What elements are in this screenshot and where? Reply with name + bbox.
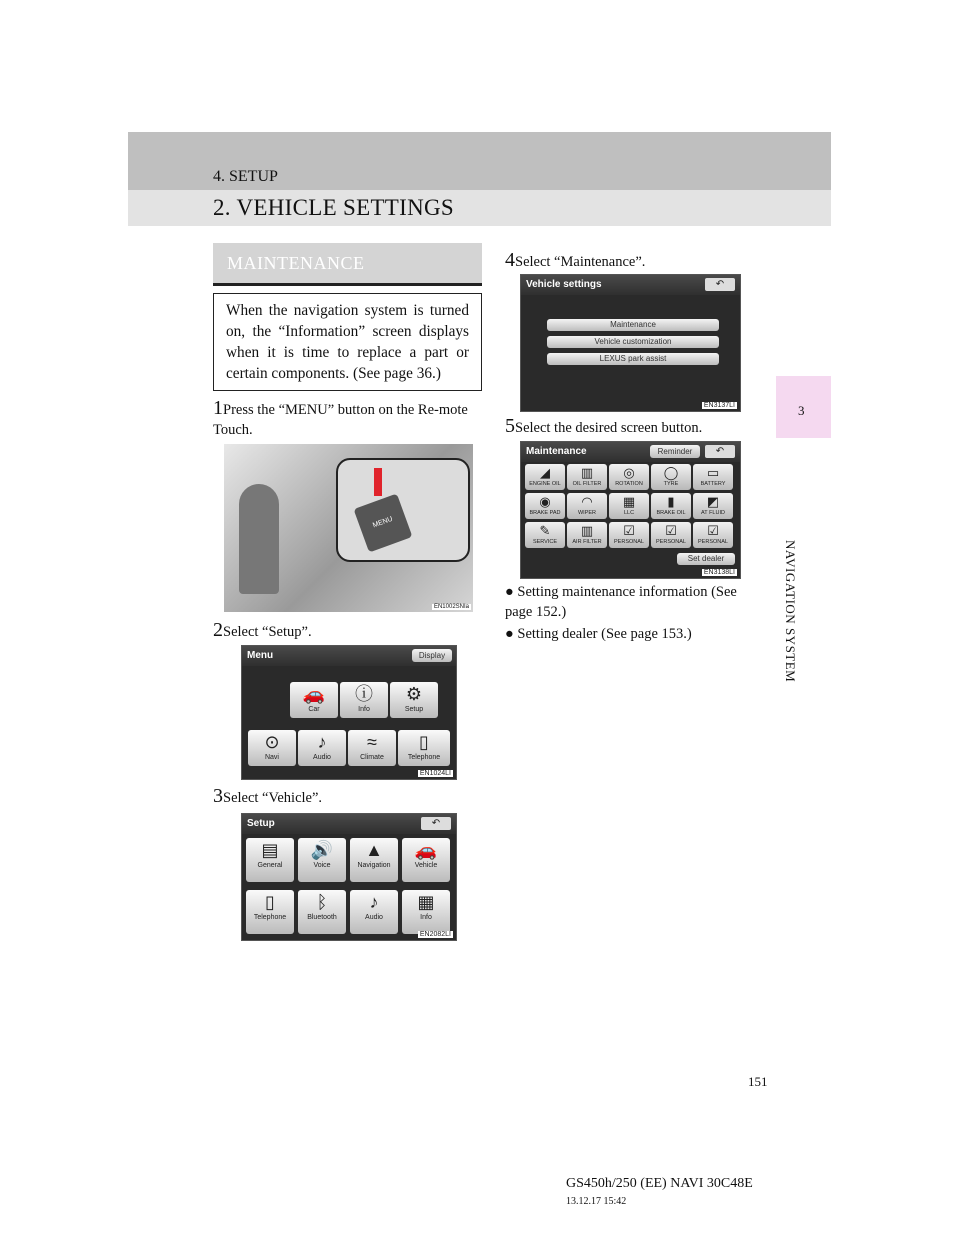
phone-icon: ▯ [265, 892, 275, 912]
page-title: 2. VEHICLE SETTINGS [213, 195, 455, 220]
footer-date: 13.12.17 15:42 [566, 1196, 627, 1207]
figure-code: EN1024LI [419, 770, 451, 777]
llc-button[interactable]: ▦ LLC [609, 493, 649, 519]
general-icon: ▤ [261, 840, 279, 860]
vehicle-settings-screen [520, 274, 741, 412]
setup-general[interactable]: ▤ General [246, 838, 294, 882]
maintenance-screen [520, 441, 741, 579]
battery-button[interactable]: ▭ BATTERY [693, 464, 733, 490]
speaker-icon: 🔊 [310, 840, 334, 860]
setup-screen [241, 813, 457, 941]
zoom-inset [336, 458, 470, 562]
tyre-button[interactable]: ◯ TYRE [651, 464, 691, 490]
brake-pad-button[interactable]: ◉ BRAKE PAD [525, 493, 565, 519]
compass-icon: ▲ [365, 840, 383, 860]
step-4 [505, 250, 645, 272]
wiper-icon: ◠ [581, 494, 593, 509]
checkbox-icon: ☑ [665, 523, 677, 538]
personal-button-3[interactable]: ☑ PERSONAL [693, 522, 733, 548]
back-button[interactable]: ↶ [421, 817, 451, 830]
setup-voice[interactable]: 🔊 Voice [298, 838, 346, 882]
brake-oil-icon: ▮ [667, 494, 675, 509]
section-label: 4. SETUP [213, 168, 278, 185]
back-button[interactable]: ↶ [705, 445, 735, 458]
brake-oil-button[interactable]: ▮ BRAKE OIL [651, 493, 691, 519]
menu-info[interactable]: ⓘ Info [340, 682, 388, 718]
rotation-icon: ◎ [623, 465, 635, 480]
display-button[interactable]: Display [412, 649, 452, 662]
filter-icon: ▥ [580, 465, 594, 480]
maintenance-heading-text: MAINTENANCE [227, 253, 365, 273]
rotation-button[interactable]: ◎ ROTATION [609, 464, 649, 490]
figure-code: EN2082LI [419, 931, 451, 938]
step-text: Press the “MENU” button on the Re-mote Touch. [213, 402, 468, 438]
service-button[interactable]: ✎ SERVICE [525, 522, 565, 548]
footer-model: GS450h/250 (EE) NAVI 30C48E [566, 1176, 753, 1191]
menu-audio[interactable]: ♪ Audio [298, 730, 346, 766]
music-note-icon: ♪ [317, 732, 327, 752]
reminder-button[interactable]: Reminder [650, 445, 700, 458]
maintenance-note-text: When the navigation system is turned on, the “Information” screen displays when it is time to replace a part or certain components. (See page 36.) [226, 302, 469, 382]
personal-button-2[interactable]: ☑ PERSONAL [651, 522, 691, 548]
setup-telephone[interactable]: ▯ Telephone [246, 890, 294, 934]
chapter-number: 3 [798, 403, 805, 418]
bullet-text: Setting dealer (See page 153.) [517, 626, 692, 642]
chapter-label: NAVIGATION SYSTEM [783, 540, 798, 683]
bullet-text: Setting maintenance information (See page 152.) [505, 584, 737, 620]
checkbox-icon: ☑ [707, 523, 719, 538]
bullet-item [505, 624, 767, 644]
info-icon: ▦ [417, 892, 435, 912]
arrow-icon [374, 468, 382, 496]
figure-code: EN3138LI [703, 569, 735, 576]
menu-climate[interactable]: ≈ Climate [348, 730, 396, 766]
set-dealer-button[interactable]: Set dealer [677, 553, 735, 565]
step-text: Select “Setup”. [223, 624, 312, 640]
car-icon: 🚗 [302, 684, 326, 704]
setup-icon: ⚙ [405, 684, 423, 704]
remote-touch-photo [224, 444, 473, 612]
setup-bluetooth[interactable]: ᛒ Bluetooth [298, 890, 346, 934]
figure-code: EN3137LI [703, 402, 735, 409]
step-text: Select the desired screen button. [515, 420, 703, 436]
menu-telephone[interactable]: ▯ Telephone [398, 730, 450, 766]
vehicle-icon: 🚗 [414, 840, 438, 860]
setup-audio[interactable]: ♪ Audio [350, 890, 398, 934]
menu-screen [241, 645, 457, 780]
phone-icon: ▯ [419, 732, 429, 752]
maintenance-button[interactable]: Maintenance [547, 319, 719, 331]
engine-oil-button[interactable]: ◢ ENGINE OIL [525, 464, 565, 490]
climate-icon: ≈ [367, 732, 377, 752]
bullet-icon: ● [505, 626, 514, 642]
screen-title: Setup [247, 818, 275, 829]
bullet-icon: ● [505, 584, 514, 600]
screen-title: Maintenance [526, 446, 587, 457]
maintenance-heading [213, 243, 482, 286]
page-number: 151 [748, 1074, 768, 1089]
setup-info[interactable]: ▦ Info [402, 890, 450, 934]
step-text: Select “Vehicle”. [223, 790, 323, 806]
vehicle-customization-button[interactable]: Vehicle customization [547, 336, 719, 348]
info-icon: ⓘ [355, 684, 373, 704]
checkbox-icon: ☑ [623, 523, 635, 538]
oil-can-icon: ◢ [540, 465, 550, 480]
screen-title: Menu [247, 650, 274, 661]
menu-setup[interactable]: ⚙ Setup [390, 682, 438, 718]
step-number: 5 [505, 415, 515, 437]
step-text: Select “Maintenance”. [515, 254, 646, 270]
step-2 [213, 620, 312, 642]
at-fluid-button[interactable]: ◩ AT FLUID [693, 493, 733, 519]
back-button[interactable]: ↶ [705, 278, 735, 291]
air-filter-button[interactable]: ▥ AIR FILTER [567, 522, 607, 548]
air-filter-icon: ▥ [580, 523, 594, 538]
wiper-button[interactable]: ◠ WIPER [567, 493, 607, 519]
menu-button-shape: MENU [354, 494, 413, 553]
navi-icon: ⊙ [264, 732, 280, 752]
bullet-item [505, 582, 767, 622]
brake-icon: ◉ [539, 494, 551, 509]
bluetooth-icon: ᛒ [316, 892, 328, 912]
oil-filter-button[interactable]: ▥ OIL FILTER [567, 464, 607, 490]
tyre-icon: ◯ [663, 465, 679, 480]
battery-icon: ▭ [706, 465, 720, 480]
music-note-icon: ♪ [369, 892, 379, 912]
figure-code: EN1002SNIa [433, 604, 469, 610]
step-number: 2 [213, 619, 223, 641]
personal-button-1[interactable]: ☑ PERSONAL [609, 522, 649, 548]
step-number: 3 [213, 785, 223, 807]
step-1 [213, 398, 481, 440]
screen-title: Vehicle settings [526, 279, 602, 290]
maintenance-note [213, 293, 482, 391]
gear-lever-shape [239, 484, 279, 594]
step-number: 1 [213, 397, 223, 419]
menu-navi[interactable]: ⊙ Navi [248, 730, 296, 766]
at-fluid-icon: ◩ [706, 494, 720, 509]
step-number: 4 [505, 249, 515, 271]
wrench-icon: ✎ [539, 523, 551, 538]
step-3 [213, 786, 322, 808]
setup-navigation[interactable]: ▲ Navigation [350, 838, 398, 882]
park-assist-button[interactable]: LEXUS park assist [547, 353, 719, 365]
setup-vehicle[interactable]: 🚗 Vehicle [402, 838, 450, 882]
menu-car[interactable]: 🚗 Car [290, 682, 338, 718]
radiator-icon: ▦ [622, 494, 636, 509]
step-5 [505, 416, 702, 438]
